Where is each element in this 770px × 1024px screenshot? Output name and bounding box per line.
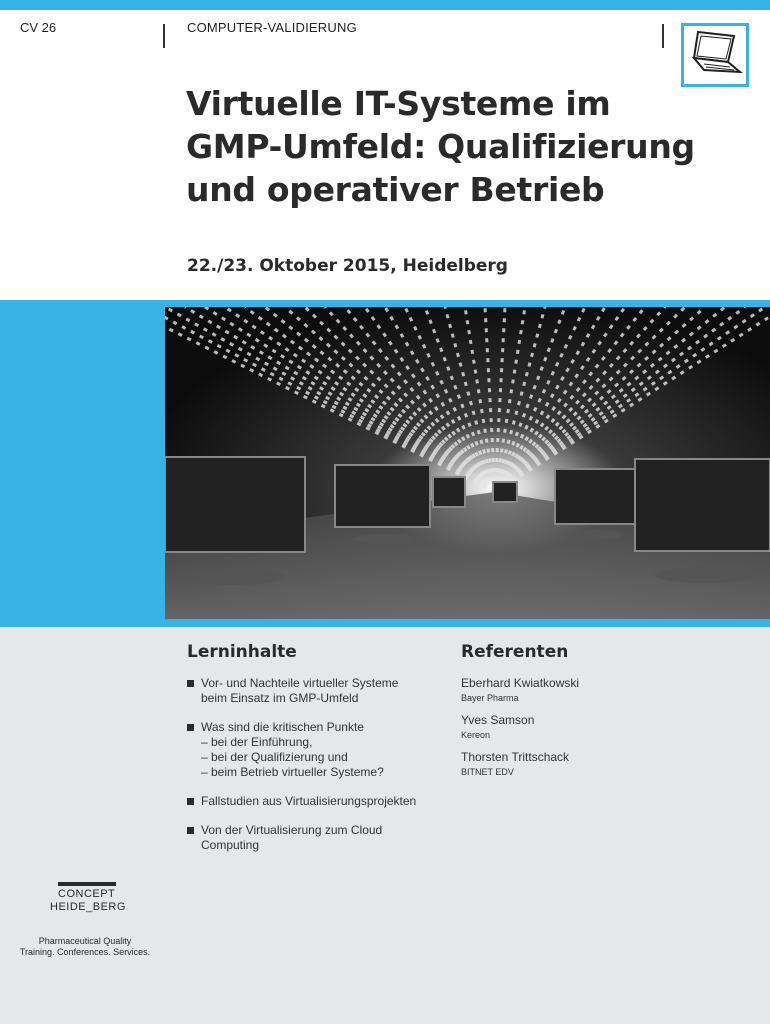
list-item-line: Von der Virtualisierung zum Cloud xyxy=(201,823,383,837)
title-line: GMP-Umfeld: Qualifizierung xyxy=(186,127,695,166)
lerninhalte-heading: Lerninhalte xyxy=(187,642,297,662)
speaker xyxy=(461,676,751,705)
list-item-line: Computing xyxy=(201,838,260,852)
laptop-icon-box xyxy=(681,23,749,87)
list-item-line: – bei der Qualifizierung und xyxy=(201,750,348,764)
speaker-company: BITNET EDV xyxy=(461,767,514,777)
speaker-company: Kereon xyxy=(461,730,491,740)
title-line: und operativer Betrieb xyxy=(186,170,605,209)
list-item-line: Was sind die kritischen Punkte xyxy=(201,720,364,734)
speaker-name: Yves Samson xyxy=(461,713,535,727)
course-code: CV 26 xyxy=(20,20,57,35)
speaker-name: Eberhard Kwiatkowski xyxy=(461,676,580,690)
title-line: Virtuelle IT-Systeme im xyxy=(186,84,611,123)
list-item-line: – beim Betrieb virtueller Systeme? xyxy=(201,765,384,779)
speaker xyxy=(461,750,751,779)
tagline xyxy=(0,936,170,958)
divider xyxy=(163,24,165,48)
logo-line-1: CONCEPT xyxy=(58,888,116,900)
list-item xyxy=(187,676,447,706)
concept-heidelberg-logo xyxy=(48,882,126,918)
logo-bar xyxy=(58,882,116,886)
hero-image xyxy=(165,307,770,619)
category-label: COMPUTER-VALIDIERUNG xyxy=(187,20,357,35)
logo-line-2: HEIDE_BERG xyxy=(50,901,126,913)
referenten-heading: Referenten xyxy=(461,642,569,662)
tagline-line-2: Training. Conferences. Services. xyxy=(19,947,151,957)
list-item xyxy=(187,720,447,780)
top-accent-bar xyxy=(0,0,770,10)
tagline-line-1: Pharmaceutical Quality xyxy=(38,936,132,946)
list-item-line: beim Einsatz im GMP-Umfeld xyxy=(201,691,359,705)
list-item-line: Fallstudien aus Virtualisierungsprojekten xyxy=(201,794,417,808)
event-date: 22./23. Oktober 2015, Heidelberg xyxy=(187,256,508,276)
divider xyxy=(662,24,664,48)
speaker-name: Thorsten Trittschack xyxy=(461,750,570,764)
speaker xyxy=(461,713,751,742)
lerninhalte-list xyxy=(187,676,447,867)
list-item-line: Vor- und Nachteile virtueller Systeme xyxy=(201,676,399,690)
event-title xyxy=(186,82,756,211)
list-item xyxy=(187,823,447,853)
list-item xyxy=(187,794,447,809)
laptop-icon xyxy=(684,26,746,84)
speaker-company: Bayer Pharma xyxy=(461,693,519,703)
referenten-list xyxy=(461,676,751,787)
list-item-line: – bei der Einführung, xyxy=(201,735,313,749)
